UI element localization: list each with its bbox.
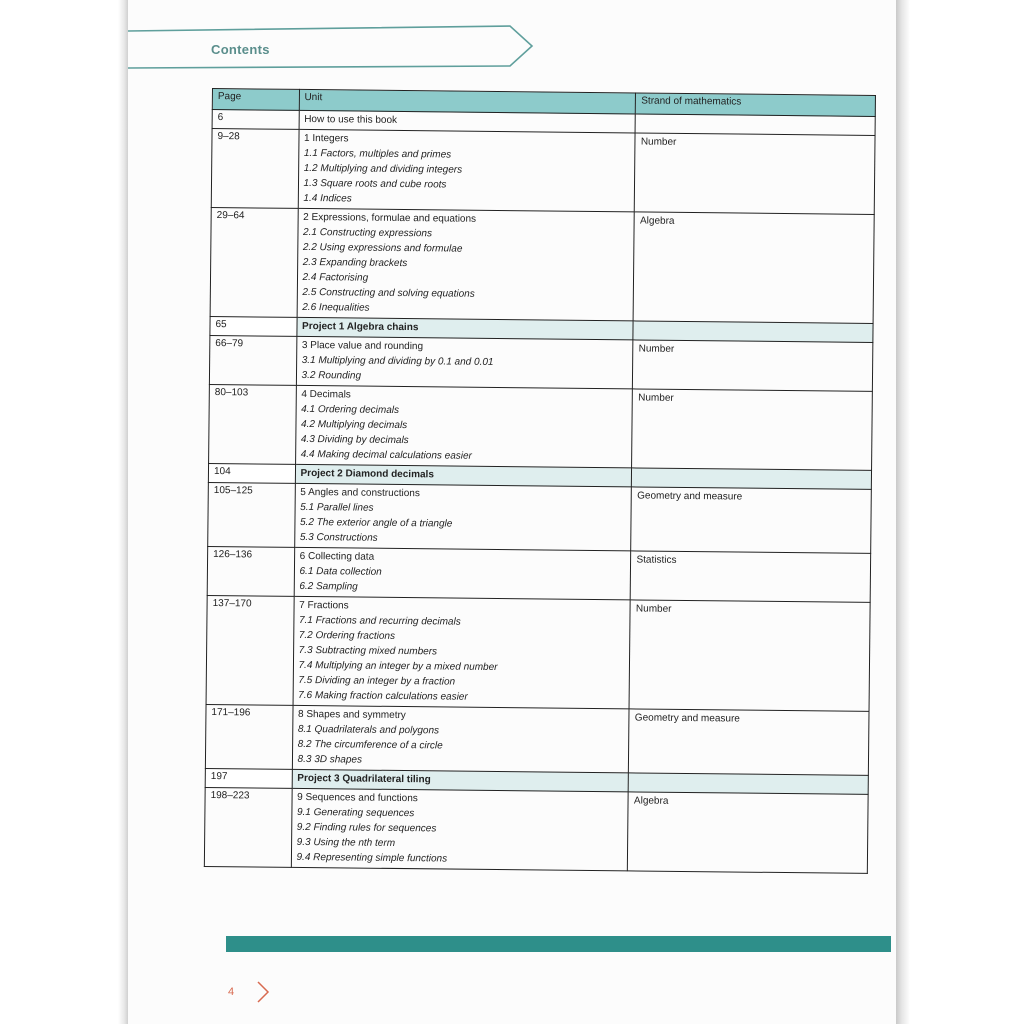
page-range-cell: 171–196 xyxy=(205,704,292,769)
subsection-item: 3.2 Rounding xyxy=(301,369,362,382)
strand-cell: Geometry and measure xyxy=(629,709,869,776)
strand-cell xyxy=(635,114,875,136)
unit-cell xyxy=(293,596,631,709)
table-row xyxy=(211,129,875,215)
page-range-cell: 197 xyxy=(205,768,292,788)
unit-cell xyxy=(291,788,629,871)
unit-cell xyxy=(292,705,629,773)
subsection-item: 7.2 Ordering fractions xyxy=(298,629,396,642)
table-row xyxy=(210,207,874,323)
subsection-item: 9.1 Generating sequences xyxy=(296,806,415,820)
page-number: 4 xyxy=(228,986,235,998)
strand-cell: Number xyxy=(633,340,873,392)
subsection-item: 2.2 Using expressions and formulae xyxy=(302,241,463,255)
subsection-item: 2.4 Factorising xyxy=(302,271,369,284)
subsection-item: 2.6 Inequalities xyxy=(302,301,370,314)
subsection-item: 4.1 Ordering decimals xyxy=(301,403,400,416)
table-row xyxy=(204,787,868,873)
subsection-item: 2.3 Expanding brackets xyxy=(302,256,408,270)
unit-title: 5 Angles and constructions xyxy=(300,486,420,500)
subsection-item: 7.5 Dividing an integer by a fraction xyxy=(298,674,456,688)
project-title: Project 1 Algebra chains xyxy=(302,320,419,334)
strand-cell: Geometry and measure xyxy=(631,487,871,554)
strand-cell xyxy=(629,773,869,795)
strand-cell xyxy=(633,321,873,343)
page-range-cell: 6 xyxy=(212,110,299,130)
subsection-item: 4.3 Dividing by decimals xyxy=(300,433,409,447)
unit-title: 3 Place value and rounding xyxy=(301,339,424,353)
contents-table xyxy=(204,88,876,874)
page-range-cell: 66–79 xyxy=(209,335,296,385)
subsection-item: 8.1 Quadrilaterals and polygons xyxy=(297,723,440,737)
page-range-cell: 198–223 xyxy=(204,787,291,867)
strand-cell: Statistics xyxy=(631,551,871,603)
header-tab-shape xyxy=(0,0,540,72)
subsection-item: 5.1 Parallel lines xyxy=(300,501,374,514)
subsection-item: 4.2 Multiplying decimals xyxy=(300,418,408,432)
subsection-item: 4.4 Making decimal calculations easier xyxy=(300,448,472,462)
unit-cell xyxy=(296,336,633,389)
page-range-cell: 105–125 xyxy=(208,482,295,547)
subsection-item: 3.1 Multiplying and dividing by 0.1 and 0.01 xyxy=(301,354,494,368)
subsection-item: 9.3 Using the nth term xyxy=(296,836,396,849)
unit-title: 8 Shapes and symmetry xyxy=(297,708,406,722)
column-header-page: Page xyxy=(212,89,299,111)
unit-cell xyxy=(294,547,631,600)
unit-title: How to use this book xyxy=(304,113,398,126)
unit-title: 9 Sequences and functions xyxy=(297,791,418,805)
project-title: Project 2 Diamond decimals xyxy=(300,467,434,481)
page-title: Contents xyxy=(211,42,270,57)
subsection-list xyxy=(298,613,625,706)
subsection-item: 6.1 Data collection xyxy=(299,565,382,578)
subsection-item: 9.2 Finding rules for sequences xyxy=(296,821,437,835)
subsection-item: 2.1 Constructing expressions xyxy=(302,226,433,240)
unit-title: 7 Fractions xyxy=(299,599,349,612)
column-header-strand: Strand of mathematics xyxy=(636,93,876,117)
subsection-item: 7.6 Making fraction calculations easier xyxy=(298,689,468,703)
subsection-item: 1.1 Factors, multiples and primes xyxy=(303,147,452,161)
strand-cell xyxy=(632,468,872,490)
subsection-item: 1.2 Multiplying and dividing integers xyxy=(303,162,463,176)
table-row xyxy=(209,384,873,470)
table-row xyxy=(206,595,870,711)
subsection-list xyxy=(301,353,627,386)
page-range-cell: 126–136 xyxy=(207,546,294,596)
strand-cell: Number xyxy=(632,389,872,471)
strand-cell: Number xyxy=(629,600,870,712)
subsection-list xyxy=(299,564,625,597)
strand-cell: Number xyxy=(635,133,875,215)
subsection-item: 7.3 Subtracting mixed numbers xyxy=(298,644,438,658)
page-range-cell: 9–28 xyxy=(211,129,298,209)
subsection-item: 5.3 Constructions xyxy=(299,531,378,544)
footer-bar xyxy=(226,936,891,952)
table-row xyxy=(208,482,872,553)
page-range-cell: 137–170 xyxy=(206,595,294,705)
contents-table-body xyxy=(204,110,875,874)
subsection-list xyxy=(297,722,623,770)
subsection-list xyxy=(300,500,626,548)
column-header-unit: Unit xyxy=(299,89,636,114)
subsection-item: 1.4 Indices xyxy=(303,192,352,205)
unit-title: 2 Expressions, formulae and equations xyxy=(303,211,477,225)
unit-cell xyxy=(298,129,636,212)
subsection-item: 8.3 3D shapes xyxy=(297,753,363,766)
subsection-item: 7.4 Multiplying an integer by a mixed number xyxy=(298,659,498,674)
subsection-item: 6.2 Sampling xyxy=(299,580,358,593)
subsection-list xyxy=(303,146,629,209)
subsection-item: 5.2 The exterior angle of a triangle xyxy=(299,516,453,530)
unit-title: 6 Collecting data xyxy=(299,550,375,563)
subsection-item: 9.4 Representing simple functions xyxy=(296,851,448,865)
unit-cell xyxy=(295,385,633,468)
unit-title: 4 Decimals xyxy=(301,388,351,401)
unit-cell xyxy=(294,483,631,551)
page-range-cell: 65 xyxy=(210,316,297,336)
subsection-item: 8.2 The circumference of a circle xyxy=(297,738,443,752)
unit-cell xyxy=(297,208,635,321)
subsection-list xyxy=(296,805,622,868)
table-row xyxy=(205,704,869,775)
project-title: Project 3 Quadrilateral tiling xyxy=(297,772,431,786)
page-range-cell: 104 xyxy=(208,463,295,483)
chevron-right-icon xyxy=(255,980,271,1004)
subsection-list xyxy=(301,402,627,465)
scan-edge-left xyxy=(0,0,128,1024)
subsection-list xyxy=(302,225,629,318)
subsection-item: 7.1 Fractions and recurring decimals xyxy=(298,614,461,628)
strand-cell: Algebra xyxy=(633,212,874,324)
table-row xyxy=(207,546,870,602)
page-range-cell: 29–64 xyxy=(210,207,298,317)
page-range-cell: 80–103 xyxy=(209,384,296,464)
subsection-item: 2.5 Constructing and solving equations xyxy=(302,286,475,300)
unit-title: 1 Integers xyxy=(303,132,349,145)
table-row xyxy=(209,335,872,391)
scan-edge-right xyxy=(896,0,1024,1024)
subsection-item: 1.3 Square roots and cube roots xyxy=(303,177,447,191)
strand-cell: Algebra xyxy=(628,792,868,874)
